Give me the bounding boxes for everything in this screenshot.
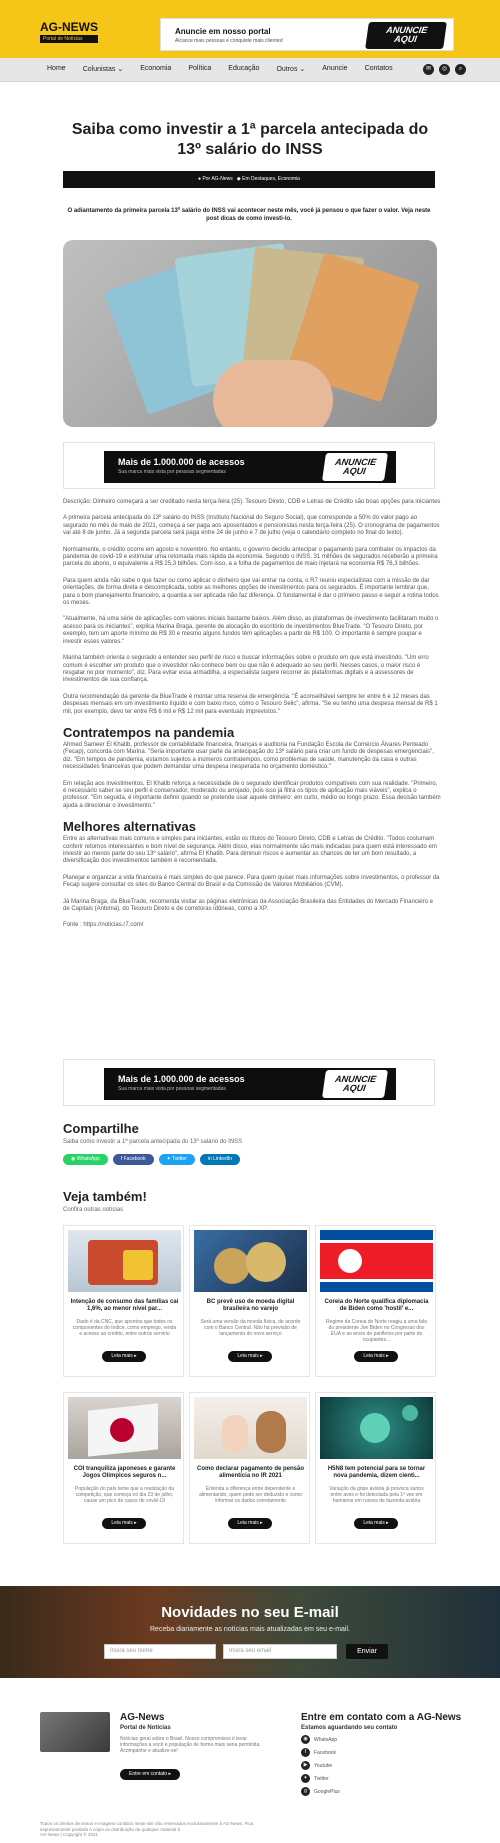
newsletter-heading: Novidades no seu E-mail bbox=[161, 1604, 339, 1621]
ad-subtitle: Sua marca mais vista por pessoas segmentadas bbox=[118, 469, 226, 475]
card-title[interactable]: Coreia do Norte qualifica diplomacia de Biden como 'hostil' e... bbox=[324, 1299, 429, 1312]
nav-item-home[interactable]: Home bbox=[47, 65, 66, 72]
social-label: WhatsApp bbox=[314, 1736, 338, 1743]
paragraph: Entre as alternativas mais comuns e simples para iniciantes, estão os títulos do Tesouro Direto, CDB e Letras de Crédito. "Todos costumam conferir retornos interessantes e bom nível de segurança. Além disso, elas normalmente são mais indicadas para quem está interessado em investir ao menos parte do seu 13º salário", afirma El Khatib. Para diminuir riscos e aumentar as chances de ter um bom resultado, a diversificação dos investimentos também é recomendada. bbox=[63, 836, 437, 865]
top-ad-banner[interactable] bbox=[160, 18, 454, 51]
facebook-icon: f bbox=[301, 1748, 310, 1757]
nav-item-outros[interactable]: Outros ⌄ bbox=[276, 66, 306, 73]
paragraph: Normalmente, o crédito ocorre em agosto e novembro. No entanto, o governo decidiu antecipar o pagamento para combater os impactos da pandemia de covid-19 e estimular uma retomada mais rápida da economia. Segundo o INSS, 31 milhões de segurados receberão a primeira parcela do abono, o equivalente a R$ 25,3 bilhões. Com isso, a a folha de pagamentos de maio injetará na economia R$ 76,3 bilhões. bbox=[63, 546, 438, 568]
youtube-icon: ▶ bbox=[301, 1761, 310, 1770]
card-image-shopping bbox=[68, 1230, 181, 1292]
share-twitter-label: Twitter bbox=[172, 1156, 187, 1162]
copyright: AG-News | Copyright © 2021 bbox=[40, 1832, 99, 1837]
legal-text: Todos os direitos de textos e imagens contidos neste site são reservados exclusivamente à AG-News. Fica expressamente proibida a cópia ou distribuição de qualquer material à bbox=[40, 1821, 254, 1832]
card-excerpt: Será uma versão da moeda física, de acordo com o Banco Central. Não há previsão de lançamento do novo serviço bbox=[200, 1319, 301, 1337]
instagram-icon[interactable]: ◎ bbox=[439, 64, 450, 75]
googleplus-icon: g bbox=[301, 1787, 310, 1796]
footer-social-facebook[interactable] bbox=[301, 1748, 461, 1757]
banner-subtitle: Alcance mais pessoas e conquiste mais clientes! bbox=[175, 38, 284, 44]
card-image-north-korea-flag bbox=[320, 1230, 433, 1292]
social-label: GooglePlus bbox=[314, 1788, 340, 1795]
share-heading: Compartilhe bbox=[63, 1121, 139, 1136]
read-more-button[interactable]: Leia mais ▸ bbox=[354, 1351, 398, 1362]
tag-icon: ◆ bbox=[236, 176, 241, 182]
card-excerpt: População do país teme que a realização da competição, que começa no dia 23 de julho, cause um pico de casos de covid-19 bbox=[75, 1486, 174, 1504]
read-more-button[interactable]: Leia mais ▸ bbox=[354, 1518, 398, 1529]
footer-legal bbox=[40, 1821, 270, 1838]
paragraph: "Atualmente, há uma série de aplicações com valores iniciais bastante baixos. Além disso, as plataformas de investimento facilitaram muito o acesso para os iniciantes", explica Marina Braga, gerente de alocação do escritório de investimentos BlueTrade. "O Tesouro Direto, por exemplo, tem um aporte mínimo de R$ 30 e mesmo alguns fundos têm aplicações a partir de R$ 100. O importante é sempre poupar e investir esses valores." bbox=[63, 616, 439, 645]
related-card[interactable] bbox=[63, 1225, 184, 1377]
ad-title: Mais de 1.000.000 de acessos bbox=[118, 457, 245, 467]
paragraph: Marina também orienta o segurado a entender seu perfil de risco e buscar informações sobre o produto em que está investindo. "Um erro comum é escolher um produto que o investidor não conhece bem ou que não é adequado ao seu perfil. Nesses casos, o maior risco é resgatar no pior momento", diz. Para evitar essa armadilha, a especialista sugere recorrer às plataformas digitais e a assessores de investimentos de sua confiança. bbox=[63, 655, 429, 684]
paragraph: Outra recomendação da gerente da BlueTrade é montar uma reserva de emergência. "É aconselhável sempre ter entre 6 e 12 meses das despesas mensais em um investimento líquido e com baixo risco, como o Tesouro Selic", afirma. "Se eu tenho uma despesa mensal de R$ 1 mil, por exemplo, devo ter entre R$ 6 mil e R$ 12 mil para eventuais imprevistos." bbox=[63, 693, 438, 715]
card-image-baby-teddy bbox=[194, 1397, 307, 1459]
card-excerpt: Regime da Coreia do Norte reagiu a uma fala do presidente Joe Biden no Congresso dos EUA e ao envio de panfletos por parte de ocupantes... bbox=[326, 1319, 427, 1343]
ad-cta[interactable] bbox=[322, 1070, 388, 1098]
footer-subtitle: Portal de Notícias bbox=[120, 1725, 171, 1731]
footer-social-youtube[interactable] bbox=[301, 1761, 461, 1770]
footer-logo-image bbox=[40, 1712, 110, 1752]
site-header bbox=[0, 0, 500, 58]
card-title[interactable]: BC prevê uso de moeda digital brasileira no varejo bbox=[206, 1299, 295, 1312]
card-title[interactable]: COI tranquiliza japoneses e garante Jogos Olímpicos seguros n... bbox=[73, 1466, 176, 1479]
ad-cta-line2: AQUI bbox=[342, 1083, 367, 1093]
ad-cta[interactable] bbox=[322, 453, 388, 481]
read-more-button[interactable]: Leia mais ▸ bbox=[228, 1518, 272, 1529]
card-excerpt: Entenda a diferença entre dependente e alimentando, quem pode ser deduzido e como informar os dados corretamente bbox=[199, 1486, 302, 1504]
ad-subtitle: Sua marca mais vista por pessoas segmentadas bbox=[118, 1086, 226, 1092]
share-linkedin-button[interactable]: in LinkedIn bbox=[200, 1154, 240, 1165]
twitter-icon: ✦ bbox=[301, 1774, 310, 1783]
newsletter-name-input[interactable]: Insira seu nome bbox=[104, 1644, 216, 1659]
banner-cta[interactable] bbox=[365, 22, 447, 49]
card-title[interactable]: Como declarar pagamento de pensão alimentícia no IR 2021 bbox=[196, 1466, 305, 1479]
footer-name: AG-News bbox=[120, 1712, 165, 1723]
card-excerpt: Dado é da CNC, que apontou que todos os componentes do índice, como emprego, renda e acesso ao crédito, entre outros servirio bbox=[72, 1319, 177, 1337]
share-subtitle: Saiba como investir a 1ª parcela antecipada do 13º salário do INSS bbox=[63, 1139, 243, 1145]
logo-title: AG-NEWS bbox=[40, 20, 98, 34]
nav-item-politica[interactable]: Política bbox=[188, 65, 212, 72]
meta-category[interactable]: Em Destaques, Economia bbox=[242, 176, 300, 182]
share-facebook-label: Facebook bbox=[123, 1156, 146, 1162]
envelope-icon[interactable]: ✉ bbox=[423, 64, 434, 75]
nav-item-anuncie[interactable]: Anuncie bbox=[322, 65, 348, 72]
nav-item-contatos[interactable]: Contatos bbox=[364, 65, 393, 72]
paragraph: Já Marina Braga, da BlueTrade, recomenda visitar as páginas eletrônicas da Associação Brasileira das Entidades do Mercado Financeiro e de Capitais (Anbima), do Tesouro Direto e de corretoras idôneas, como a XP. bbox=[63, 898, 433, 913]
footer-contact-subtitle: Estamos aguardando seu contato bbox=[301, 1725, 398, 1731]
card-title[interactable]: H5N8 tem potencial para se tornar nova pandemia, dizem cienti... bbox=[327, 1466, 426, 1479]
banner-title: Anuncie em nosso portal bbox=[175, 27, 271, 36]
card-image-virus bbox=[320, 1397, 433, 1459]
share-buttons bbox=[63, 1154, 240, 1165]
related-card[interactable] bbox=[63, 1392, 184, 1544]
related-card[interactable] bbox=[189, 1392, 310, 1544]
related-subtitle: Confira outras notícias bbox=[63, 1207, 124, 1213]
footer-social-whatsapp[interactable] bbox=[301, 1735, 461, 1744]
newsletter-subtitle: Receba diariamente as notícias mais atualizadas em seu e-mail. bbox=[150, 1626, 350, 1633]
main-nav bbox=[0, 58, 500, 82]
newsletter-section bbox=[0, 1586, 500, 1678]
newsletter-email-input[interactable]: Insira seu email bbox=[223, 1644, 337, 1659]
ad-cta-line1: ANUNCIE bbox=[334, 457, 377, 467]
paragraph: Descrição: Dinheiro começará a ser creditado nesta terça-feira (25). Tesouro Direto, CDB e Letras de Crédito são boas opções para iniciantes bbox=[63, 499, 441, 505]
social-label: Youtube bbox=[314, 1762, 333, 1769]
share-whatsapp-button[interactable]: ◉ WhatsApp bbox=[63, 1154, 108, 1165]
footer-contact-heading: Entre em contato com a AG-News bbox=[301, 1712, 462, 1723]
meta-author[interactable]: Por AG-News bbox=[202, 176, 233, 182]
paragraph: Em relação aos investimentos, El Khatib reforça a necessidade de o segurado identificar produtos compatíveis com sua realidade. "Primeiro, é necessário saber se seu perfil é conservador, moderado ou arrojado, pois isso já filtra os tipos de aplicação mais viáveis", explica o professor. "Em seguida, é importante definir quando se pretende usar aquele dinheiro: em curto, médio ou longo prazo. Essa decisão também ajuda a direcionar o investimento." bbox=[63, 780, 441, 809]
share-linkedin-label: LinkedIn bbox=[213, 1156, 233, 1162]
share-whatsapp-label: WhatsApp bbox=[76, 1156, 100, 1162]
ad-cta-line2: AQUI bbox=[342, 466, 367, 476]
hero-image-money bbox=[63, 240, 437, 427]
article-meta bbox=[63, 171, 435, 188]
read-more-button[interactable]: Leia mais ▸ bbox=[102, 1351, 146, 1362]
paragraph: Ahmed Sameer El Khatib, professor de contabilidade financeira, finanças e auditoria na Fundação Escola de Comércio Álvares Penteado (Fecap), concorda com Marina. "Seria importante usar parte da antecipação do 13º salário para criar um fundo de despesas emergenciais", diz. "Em tempos de pandemia, estamos sujeitos a inúmeros contratempos, como problemas de saúde, manutenção da casa e outras necessidades financeiras que podem demandar uma despesa inesperada no orçamento doméstico." bbox=[63, 741, 434, 771]
share-facebook-button[interactable]: f Facebook bbox=[113, 1154, 154, 1165]
footer-social-googleplus[interactable] bbox=[301, 1787, 461, 1796]
site-logo[interactable] bbox=[40, 20, 98, 43]
read-more-button[interactable]: Leia mais ▸ bbox=[102, 1518, 146, 1529]
share-twitter-button[interactable]: ✦ Twitter bbox=[159, 1154, 195, 1165]
ad-banner-1[interactable] bbox=[63, 442, 435, 489]
banner-cta-line1: ANUNCIE bbox=[385, 25, 428, 35]
user-icon: ● bbox=[198, 176, 202, 182]
article-body bbox=[63, 499, 441, 939]
footer-contact-button[interactable]: Entre em contato ▸ bbox=[120, 1769, 180, 1780]
related-heading: Veja também! bbox=[63, 1189, 147, 1204]
section-heading: Melhores alternativas bbox=[63, 819, 196, 835]
card-excerpt: Variação da gripe aviária já provoca surtos entre aves e foi detectada pela 1ª vez em humanos em russos de fazenda aviária bbox=[329, 1486, 424, 1504]
related-card[interactable] bbox=[315, 1392, 436, 1544]
paragraph: A primeira parcela antecipada do 13º salário do INSS (Instituto Nacional do Seguro Social), que corresponde a 50% do valor pago ao segurado no mês de maio de 2021, começa a ser paga aos aposentados e pensionistas nesta terça-feira (25). O cronograma de pagamentos vai até 8 de junho. Já a segunda parcela será paga entre 24 de junho e 7 de julho (veja o calendário completo no final do texto). bbox=[63, 515, 440, 537]
paragraph: Para quem ainda não sabe o que fazer ou como aplicar o dinheiro que vai entrar na conta, o R7 reuniu especialistas com a missão de dar orientações, de forma direta e descomplicada, sobre as melhores opções de investimentos para os segurados. É importante lembrar que, para o bom planejamento financeiro, a quantia a ser aplicada não faz diferença. O fundamental é dar o primeiro passo e seguir a rotina todos os meses. bbox=[63, 577, 439, 607]
nav-item-economia[interactable]: Economia bbox=[140, 65, 172, 72]
section-heading: Contratempos na pandemia bbox=[63, 724, 235, 740]
card-title[interactable]: Intenção de consumo das famílias cai 1,6%, ao menor nível par... bbox=[70, 1299, 179, 1312]
paragraph: Planejar e organizar a vida financeira é mais simples do que parece. Para quem quiser mais informações sobre investimentos, o professor da Fecap sugere consultar os sites do Banco Central do Brasil e da Comissão de Valores Mobiliários (CVM). bbox=[63, 874, 440, 889]
related-card[interactable] bbox=[189, 1225, 310, 1377]
footer-contact bbox=[301, 1712, 461, 1796]
ad-banner-2[interactable] bbox=[63, 1059, 435, 1106]
search-icon[interactable]: ⌕ bbox=[455, 64, 466, 75]
card-image-japan-flag bbox=[68, 1397, 181, 1459]
ad-title: Mais de 1.000.000 de acessos bbox=[118, 1074, 245, 1084]
social-label: Facebook bbox=[314, 1749, 336, 1756]
whatsapp-icon: ◉ bbox=[301, 1735, 310, 1744]
ad-cta-line1: ANUNCIE bbox=[334, 1074, 377, 1084]
banner-cta-line2: AQUI bbox=[393, 34, 418, 44]
article-title: Saiba como investir a 1ª parcela antecipada do 13º salário do INSS bbox=[71, 121, 429, 158]
related-card[interactable] bbox=[315, 1225, 436, 1377]
social-label: Twitter bbox=[314, 1775, 329, 1782]
footer-social-twitter[interactable] bbox=[301, 1774, 461, 1783]
newsletter-send-button[interactable]: Enviar bbox=[346, 1644, 388, 1659]
logo-subtitle: Portal de Notícias bbox=[40, 35, 98, 43]
article-lead: O adiantamento da primeira parcela 13º salário do INSS vai acontecer neste mês, você já pensou o que fazer o valor. Veja neste post dicas de como investi-lo. bbox=[67, 208, 431, 222]
card-image-coins bbox=[194, 1230, 307, 1292]
read-more-button[interactable]: Leia mais ▸ bbox=[228, 1351, 272, 1362]
footer-description: Notícias geral sobre o Brasil. Nosso compromisso é levar informações a você e população de forma mais sena permitida. Acompanhe e atualize-se! bbox=[120, 1736, 261, 1754]
nav-item-colunistas[interactable]: Colunistas ⌄ bbox=[82, 66, 124, 73]
nav-item-educacao[interactable]: Educação bbox=[228, 65, 260, 72]
source-link[interactable]: Fonte : https://noticias.r7.com/ bbox=[63, 922, 144, 929]
